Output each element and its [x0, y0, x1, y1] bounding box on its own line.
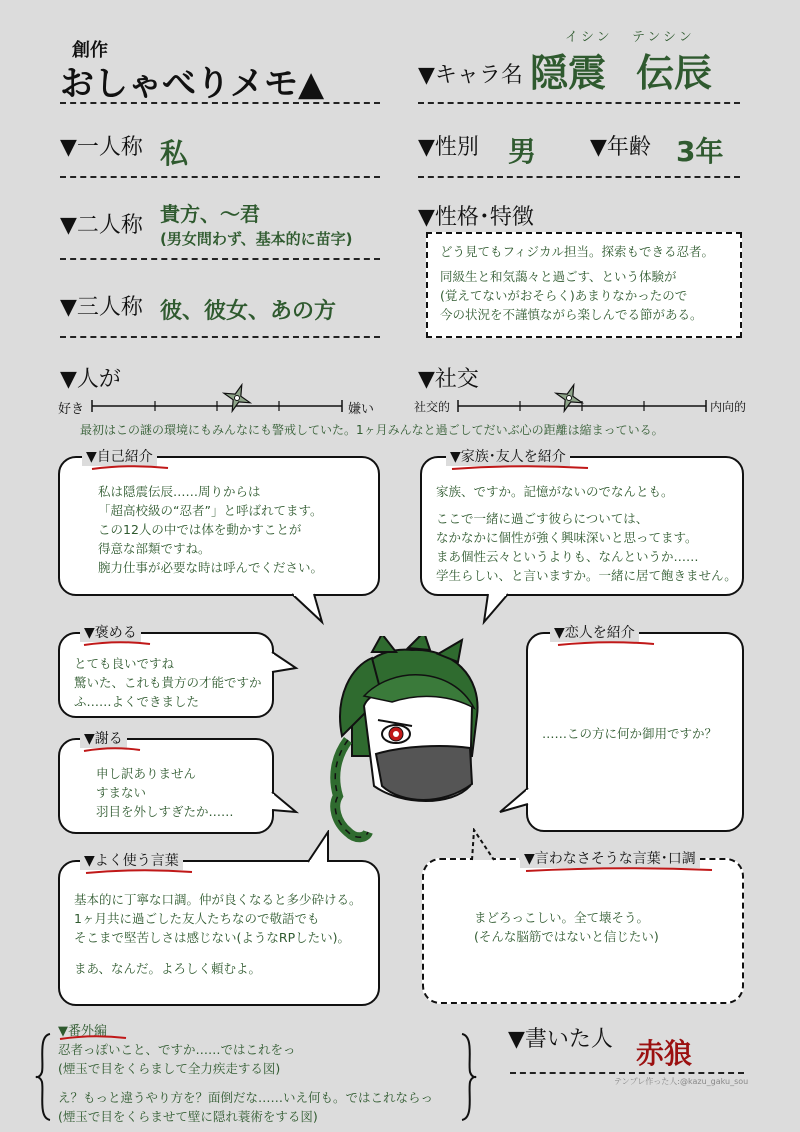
lover-title: ▼恋人を紹介 — [550, 622, 639, 642]
gender-label: ▼性別 — [418, 135, 479, 160]
praise-title-underline — [82, 640, 152, 648]
words-line: そこまで堅苦しさは感じない(ようなRPしたい)。 — [74, 930, 350, 945]
chara-ruby-2: テンシン — [632, 30, 695, 45]
family-bubble — [420, 456, 744, 596]
apology-title: ▼謝る — [80, 728, 127, 748]
people-left-label: 好き — [58, 402, 85, 417]
social-right-label: 内向的 — [710, 400, 747, 414]
first-person-label: ▼一人称 — [60, 135, 143, 160]
people-marker-shuriken-icon — [222, 383, 252, 413]
apology-line: 羽目を外しすぎたか…… — [96, 804, 234, 819]
intro-line: 腕力仕事が必要な時は呼んでください。 — [98, 560, 324, 575]
never-title: ▼言わなさそうな言葉･口調 — [520, 848, 700, 868]
second-person-label: ▼二人称 — [60, 213, 143, 238]
third-person-value: 彼、彼女、あの方 — [160, 299, 337, 324]
age-value: 3年 — [676, 135, 724, 168]
second-person-value: 貴方、〜君 — [160, 202, 260, 226]
chara-name-1: 隠震 — [530, 51, 607, 95]
words-line: まあ、なんだ。よろしく頼むよ。 — [74, 961, 262, 976]
personality-line: 同級生と和気藹々と過ごす、という体験が — [440, 269, 677, 284]
words-title-underline — [84, 868, 194, 876]
intro-line: 私は隠震伝辰……周りからは — [98, 484, 261, 499]
never-line: (そんな脳筋ではないと信じたい) — [474, 929, 659, 944]
lover-bubble-tail — [496, 786, 530, 816]
intro-line: 得意な部類ですね。 — [98, 541, 211, 556]
family-title-underline — [450, 464, 590, 472]
words-bubble — [58, 860, 380, 1006]
apology-bubble-tail — [270, 790, 300, 820]
author-label: ▼書いた人 — [508, 1027, 613, 1052]
third-person-divider — [60, 336, 380, 338]
intro-title-underline — [90, 464, 170, 472]
title-divider — [60, 102, 380, 104]
extra-right-bracket — [458, 1032, 478, 1122]
never-line: まどろっこしい。全て壊そう。 — [474, 910, 650, 925]
family-line — [436, 501, 742, 509]
third-person-label: ▼三人称 — [60, 295, 143, 320]
sousaku-label: 創作 — [72, 40, 108, 61]
family-line: 家族、ですか。記憶がないのでなんとも。 — [436, 484, 674, 499]
social-scale-label: ▼社交 — [418, 367, 479, 392]
praise-bubble-tail — [270, 650, 300, 680]
extra-line: (煙玉で目をくらませて壁に隠れ蓑術をする図) — [58, 1109, 318, 1124]
chara-divider — [418, 102, 740, 104]
intro-line: この12人の中では体を動かすことが — [98, 522, 302, 537]
lover-title-underline — [556, 640, 656, 648]
personality-box — [426, 232, 742, 338]
template-credit: テンプレ作った人:@kazu_gaku_sou — [614, 1077, 749, 1086]
people-right-label: 嫌い — [348, 402, 375, 417]
second-person-note: (男女問わず、基本的に苗字) — [160, 230, 353, 248]
intro-line: 「超高校級の“忍者”」と呼ばれてます。 — [98, 503, 323, 518]
extra-left-bracket — [34, 1032, 54, 1122]
second-person-divider — [60, 258, 380, 260]
words-bubble-tail — [304, 830, 334, 870]
chara-name-2: 伝辰 — [636, 51, 713, 95]
social-scale — [456, 398, 708, 414]
words-line: 1ヶ月共に過ごした友人たちなので敬語でも — [74, 911, 320, 926]
page-title: おしゃべりメモ▲ — [60, 64, 325, 104]
never-title-underline — [524, 866, 714, 874]
extra-line: (煙玉で目をくらまして全力疾走する図) — [58, 1061, 281, 1076]
gender-divider — [418, 176, 740, 178]
chara-name-label: ▼キャラ名 — [418, 63, 523, 88]
extra-line: 忍者っぽいこと、ですか……ではこれをっ — [58, 1042, 296, 1057]
never-bubble — [422, 858, 744, 1004]
words-line — [74, 947, 378, 959]
extra-lines — [58, 1040, 433, 1126]
intro-bubble — [58, 456, 380, 596]
apology-line: 申し訳ありません — [96, 766, 197, 781]
praise-title: ▼褒める — [80, 622, 141, 642]
family-line: 学生らしい、と言いますか。一緒に居て飽きません。 — [436, 568, 737, 583]
apology-title-underline — [82, 746, 142, 754]
personality-label: ▼性格･特徴 — [418, 205, 534, 230]
gender-value: 男 — [508, 135, 537, 168]
praise-line: とても良いですね — [74, 656, 175, 671]
first-person-divider — [60, 176, 380, 178]
never-bubble-tail — [468, 828, 498, 868]
people-scale-label: ▼人が — [60, 367, 121, 392]
apology-line: すまない — [96, 785, 147, 800]
people-scale — [90, 398, 344, 414]
family-title: ▼家族･友人を紹介 — [446, 446, 570, 466]
social-marker-shuriken-icon — [554, 383, 584, 413]
words-line: 基本的に丁寧な口調。仲が良くなると多少砕ける。 — [74, 892, 362, 907]
words-title: ▼よく使う言葉 — [80, 850, 183, 870]
personality-line: 今の状況を不謹慎ながら楽しんでる節がある。 — [440, 307, 703, 322]
author-divider — [510, 1072, 744, 1074]
intro-bubble-tail — [290, 592, 330, 626]
extra-line: え？もっと違うやり方を？面倒だな……いえ何も。ではこれならっ — [58, 1090, 434, 1105]
personality-line: (覚えてないがおそらく)あまりなかったので — [440, 288, 688, 303]
chara-ruby-1: イシン — [565, 30, 613, 45]
extra-title: ▼番外編 — [58, 1024, 107, 1039]
praise-line: ふ……よくできました — [74, 694, 200, 709]
praise-line: 驚いた、これも貴方の才能ですか — [74, 675, 262, 690]
family-line: ここで一緒に過ごす彼らについては、 — [436, 511, 649, 526]
family-bubble-tail — [478, 592, 518, 626]
character-portrait — [312, 636, 492, 846]
personality-line: どう見てもフィジカル担当。探索もできる忍者。 — [440, 244, 715, 259]
family-line: まあ個性云々というよりも、なんというか…… — [436, 549, 699, 564]
age-label: ▼年齢 — [590, 135, 651, 160]
lover-line: ……この方に何か御用ですか？ — [542, 726, 718, 741]
author-name: 赤狼 — [636, 1037, 693, 1070]
scale-note: 最初はこの謎の環境にもみんなにも警戒していた。1ヶ月みんなと過ごしてだいぶ心の距離は縮まっている。 — [80, 423, 664, 437]
lover-bubble — [526, 632, 744, 832]
family-line: なかなかに個性が強く興味深いと思ってます。 — [436, 530, 698, 545]
social-left-label: 社交的 — [414, 400, 451, 414]
first-person-value: 私 — [160, 137, 189, 170]
intro-title: ▼自己紹介 — [82, 446, 157, 466]
